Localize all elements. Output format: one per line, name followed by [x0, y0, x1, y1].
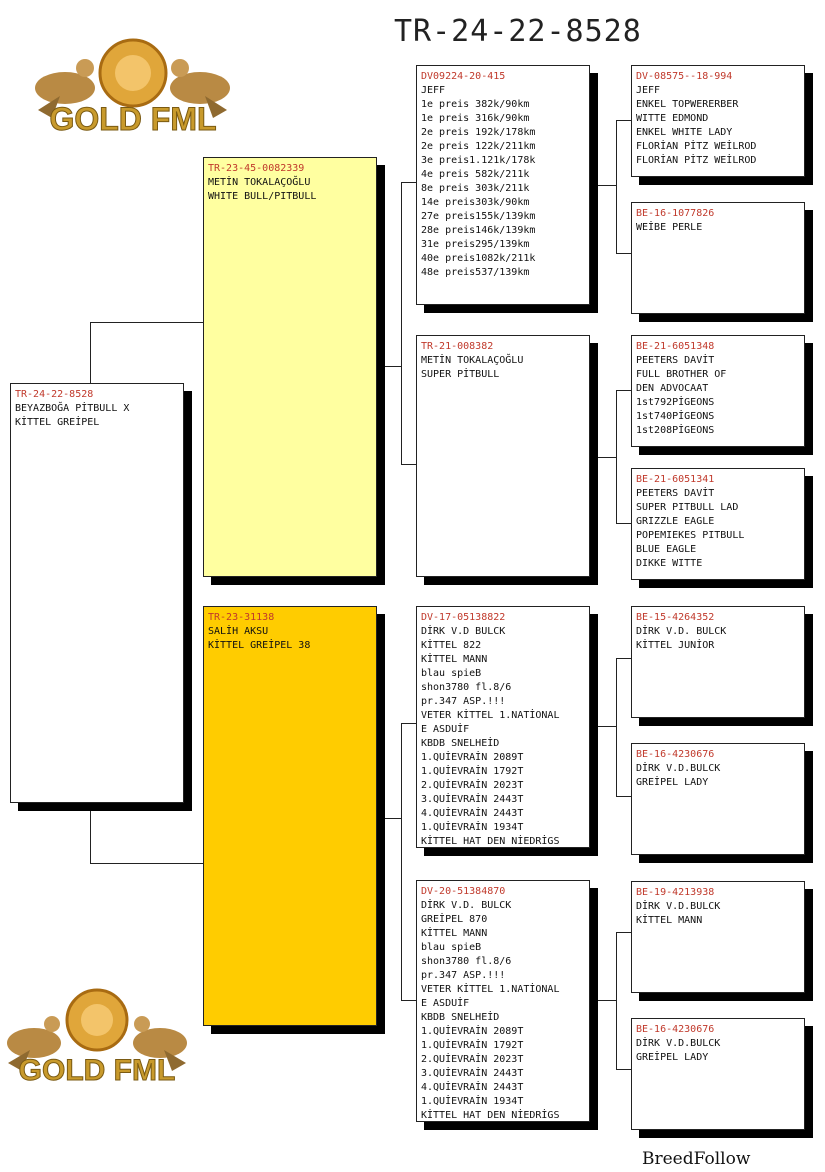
pedigree-note: shon3780 fl.8/6: [421, 682, 512, 693]
pedigree-note: DİRK V.D. BULCK: [421, 900, 512, 911]
pedigree-note: VETER KİTTEL 1.NATİONAL: [421, 984, 560, 995]
pedigree-note: FULL BROTHER OF: [636, 369, 727, 380]
sire-dam-dam-card[interactable]: [631, 468, 805, 580]
pedigree-note: KİTTEL GREİPEL: [15, 417, 100, 428]
ring-number: TR-23-31138: [208, 612, 275, 623]
ring-number: DV-20-51384870: [421, 886, 506, 897]
connector: [401, 182, 417, 183]
dam-sire-sire-card[interactable]: [631, 606, 805, 718]
pedigree-note: KİTTEL HAT DEN NİEDRİGS: [421, 836, 560, 847]
pedigree-note: GRIZZLE EAGLE: [636, 516, 715, 527]
pedigree-note: 4e preis 582k/211k: [421, 169, 530, 180]
sire-dam-sire-card[interactable]: [631, 335, 805, 447]
pedigree-note: 1.QUİEVRAİN 1934T: [421, 1096, 524, 1107]
pedigree-note: 1.QUİEVRAİN 2089T: [421, 1026, 524, 1037]
pedigree-note: 2.QUİEVRAİN 2023T: [421, 780, 524, 791]
dam-sire-dam-card[interactable]: [631, 743, 805, 855]
pedigree-note: PEETERS DAVİT: [636, 488, 715, 499]
dam-dam-card[interactable]: [416, 880, 590, 1122]
ring-number: BE-21-6051341: [636, 474, 715, 485]
pedigree-note: JEFF: [421, 85, 446, 96]
connector: [598, 185, 616, 186]
pedigree-note: 1.QUİEVRAİN 1934T: [421, 822, 524, 833]
pedigree-note: SALİH AKSU: [208, 626, 269, 637]
pedigree-note: shon3780 fl.8/6: [421, 956, 512, 967]
pedigree-note: SUPER PİTBULL: [421, 369, 500, 380]
connector: [401, 1000, 417, 1001]
logo-text: GOLD FML: [49, 101, 217, 136]
connector: [90, 863, 204, 864]
dam-card[interactable]: [203, 606, 377, 1026]
pedigree-note: GREİPEL 870: [421, 914, 488, 925]
connector: [598, 1000, 616, 1001]
pedigree-note: 1.QUİEVRAİN 1792T: [421, 1040, 524, 1051]
ring-number: BE-19-4213938: [636, 887, 715, 898]
pedigree-note: 2e preis 122k/211km: [421, 141, 536, 152]
pedigree-note: pr.347 ASP.!!!: [421, 970, 506, 981]
pedigree-note: DIKKE WITTE: [636, 558, 703, 569]
pedigree-note: DİRK V.D. BULCK: [636, 626, 727, 637]
connector: [385, 818, 401, 819]
pedigree-note: PEETERS DAVİT: [636, 355, 715, 366]
pedigree-note: blau spieB: [421, 942, 482, 953]
gold-fml-logo-top: [30, 18, 235, 136]
pedigree-note: 1st208PİGEONS: [636, 425, 715, 436]
pedigree-note: GREİPEL LADY: [636, 777, 709, 788]
ring-number: BE-16-4230676: [636, 749, 715, 760]
connector: [90, 803, 91, 863]
ring-number: TR-21-008382: [421, 341, 494, 352]
pedigree-note: SUPER PITBULL LAD: [636, 502, 739, 513]
pedigree-note: KİTTEL MANN: [636, 915, 703, 926]
connector: [90, 322, 91, 384]
connector: [616, 658, 617, 796]
pedigree-note: WHITE BULL/PITBULL: [208, 191, 317, 202]
sire-sire-sire-card[interactable]: [631, 65, 805, 177]
connector: [401, 182, 402, 464]
connector: [616, 932, 617, 1069]
pedigree-note: BLUE EAGLE: [636, 544, 697, 555]
pedigree-note: POPEMIEKES PITBULL: [636, 530, 745, 541]
pedigree-note: E ASDUİF: [421, 724, 470, 735]
sire-card[interactable]: [203, 157, 377, 577]
pedigree-note: 1.QUİEVRAİN 1792T: [421, 766, 524, 777]
connector: [401, 723, 402, 1000]
pedigree-title: TR-24-22-8528: [394, 14, 642, 49]
ring-number: TR-24-22-8528: [15, 389, 94, 400]
pedigree-note: KİTTEL MANN: [421, 928, 488, 939]
connector: [401, 464, 417, 465]
connector: [401, 723, 417, 724]
pedigree-note: JEFF: [636, 85, 661, 96]
pedigree-note: FLORİAN PİTZ WEİLROD: [636, 155, 757, 166]
pedigree-note: 1st740PİGEONS: [636, 411, 715, 422]
pedigree-note: 3.QUİEVRAİN 2443T: [421, 794, 524, 805]
sire-sire-dam-card[interactable]: [631, 202, 805, 314]
pedigree-note: KİTTEL HAT DEN NİEDRİGS: [421, 1110, 560, 1121]
connector: [598, 457, 616, 458]
pedigree-note: 8e preis 303k/211k: [421, 183, 530, 194]
pedigree-note: METİN TOKALAÇOĞLU: [208, 177, 311, 188]
pedigree-note: WITTE EDMOND: [636, 113, 709, 124]
connector: [616, 120, 617, 253]
pedigree-note: 14e preis303k/90km: [421, 197, 530, 208]
pedigree-note: 2e preis 192k/178km: [421, 127, 536, 138]
pedigree-note: DİRK V.D.BULCK: [636, 901, 721, 912]
ring-number: TR-23-45-0082339: [208, 163, 305, 174]
ring-number: BE-15-4264352: [636, 612, 715, 623]
dam-dam-sire-card[interactable]: [631, 881, 805, 993]
connector: [616, 1069, 632, 1070]
connector: [616, 390, 617, 523]
pedigree-note: KİTTEL JUNİOR: [636, 640, 715, 651]
pedigree-note: KİTTEL MANN: [421, 654, 488, 665]
pedigree-note: VETER KİTTEL 1.NATİONAL: [421, 710, 560, 721]
pedigree-note: 31e preis295/139km: [421, 239, 530, 250]
pedigree-note: 1.QUİEVRAİN 2089T: [421, 752, 524, 763]
pedigree-note: pr.347 ASP.!!!: [421, 696, 506, 707]
pedigree-note: 27e preis155k/139km: [421, 211, 536, 222]
connector: [616, 523, 632, 524]
pedigree-note: 4.QUİEVRAİN 2443T: [421, 808, 524, 819]
pedigree-note: DEN ADVOCAAT: [636, 383, 709, 394]
pedigree-note: ENKEL WHITE LADY: [636, 127, 733, 138]
pedigree-note: DİRK V.D.BULCK: [636, 763, 721, 774]
pedigree-note: 1st792PİGEONS: [636, 397, 715, 408]
pedigree-note: METİN TOKALAÇOĞLU: [421, 355, 524, 366]
ring-number: DV09224-20-415: [421, 71, 506, 82]
pedigree-note: KİTTEL GREİPEL 38: [208, 640, 311, 651]
connector: [616, 932, 632, 933]
dam-sire-card[interactable]: [416, 606, 590, 848]
pedigree-note: 3.QUİEVRAİN 2443T: [421, 1068, 524, 1079]
subject-bird-card[interactable]: [10, 383, 184, 803]
connector: [385, 366, 401, 367]
pedigree-note: 2.QUİEVRAİN 2023T: [421, 1054, 524, 1065]
pedigree-note: 3e preis1.121k/178k: [421, 155, 536, 166]
ring-number: BE-16-4230676: [636, 1024, 715, 1035]
ring-number: DV-08575--18-994: [636, 71, 733, 82]
connector: [616, 390, 632, 391]
pedigree-note: 48e preis537/139km: [421, 267, 530, 278]
pedigree-note: 4.QUİEVRAİN 2443T: [421, 1082, 524, 1093]
pedigree-note: 1e preis 382k/90km: [421, 99, 530, 110]
gold-fml-logo-bottom: [2, 975, 192, 1087]
pedigree-note: KBDB SNELHEİD: [421, 1012, 500, 1023]
ring-number: BE-21-6051348: [636, 341, 715, 352]
pedigree-note: E ASDUİF: [421, 998, 470, 1009]
ring-number: DV-17-05138822: [421, 612, 506, 623]
pedigree-note: 1e preis 316k/90km: [421, 113, 530, 124]
pedigree-note: KBDB SNELHEİD: [421, 738, 500, 749]
connector: [616, 253, 632, 254]
pedigree-note: blau spieB: [421, 668, 482, 679]
sire-dam-card[interactable]: [416, 335, 590, 577]
connector: [616, 796, 632, 797]
connector: [616, 120, 632, 121]
pedigree-note: FLORİAN PİTZ WEİLROD: [636, 141, 757, 152]
pedigree-note: DİRK V.D BULCK: [421, 626, 506, 637]
pedigree-note: 28e preis146k/139km: [421, 225, 536, 236]
dam-dam-dam-card[interactable]: [631, 1018, 805, 1130]
connector: [598, 726, 616, 727]
pedigree-note: ENKEL TOPWERERBER: [636, 99, 739, 110]
sire-sire-card[interactable]: [416, 65, 590, 305]
ring-number: BE-16-1077826: [636, 208, 715, 219]
pedigree-note: WEİBE PERLE: [636, 222, 703, 233]
pedigree-note: DİRK V.D.BULCK: [636, 1038, 721, 1049]
connector: [616, 658, 632, 659]
pedigree-note: GREİPEL LADY: [636, 1052, 709, 1063]
pedigree-note: 40e preis1082k/211k: [421, 253, 536, 264]
brand-footer: BreedFollow: [642, 1149, 751, 1169]
logo-text: GOLD FML: [18, 1054, 176, 1087]
connector: [90, 322, 204, 323]
pedigree-note: KİTTEL 822: [421, 640, 482, 651]
pedigree-note: BEYAZBOĞA PİTBULL X: [15, 403, 130, 414]
